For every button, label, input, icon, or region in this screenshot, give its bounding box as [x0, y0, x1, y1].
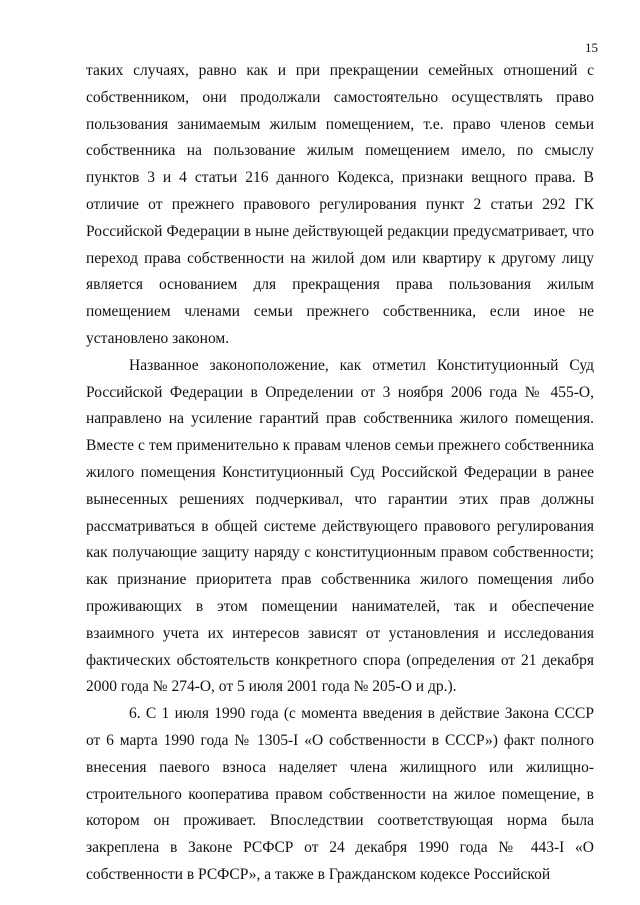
- paragraph-continuation: таких случаях, равно как и при прекращении семейных отношений с собственником, они продолжали самостоятельно осуществлять право пользования занимаемым жилым помещением, т.е. право членов семьи собственника на пользование жилым помещением имело, по смыслу пунктов 3 и 4 статьи 216 данного Кодекса, признаки вещного права. В отличие от прежнего правового регулирования пункт 2 статьи 292 ГК Российской Федерации в ныне действующей редакции предусматривает, что переход права собственности на жилой дом или квартиру к другому лицу является основанием для прекращения права пользования жилым помещением членами семьи прежнего собственника, если иное не установлено законом.: [86, 62, 594, 347]
- paragraph-constitutional-court: Названное законоположение, как отметил Конституционный Суд Российской Федерации в Определении от 3 ноября 2006 года № 455-О, направлено на усиление гарантий прав собственника жилого помещения. Вместе с тем применительно к правам членов семьи прежнего собственника жилого помещения Конституционный Суд Российской Федерации в ранее вынесенных решениях подчеркивал, что гарантии этих прав должны рассматриваться в общей системе действующего правового регулирования как получающие защиту наряду с конституционным правом собственности; как признание приоритета прав собственника жилого помещения либо проживающих в этом помещении нанимателей, так и обеспечение взаимного учета их интересов зависят от установления и исследования фактических обстоятельств конкретного спора (определения от 21 декабря 2000 года № 274-О, от 5 июля 2001 года № 205-О и др.).: [86, 356, 594, 696]
- page-number: 15: [585, 40, 598, 55]
- paragraph-item-6: 6. С 1 июля 1990 года (с момента введения в действие Закона СССР от 6 марта 1990 года № 1305-I «О собственности в СССР») факт полного внесения паевого взноса наделяет члена жилищного или жилищно-строительного кооператива правом собственности на жилое помещение, в котором он проживает. Впоследствии соответствующая норма была закреплена в Законе РСФСР от 24 декабря 1990 года № 443-I «О собственности в РСФСР», а также в Гражданском кодексе Российской: [86, 705, 594, 883]
- document-body: [86, 58, 594, 889]
